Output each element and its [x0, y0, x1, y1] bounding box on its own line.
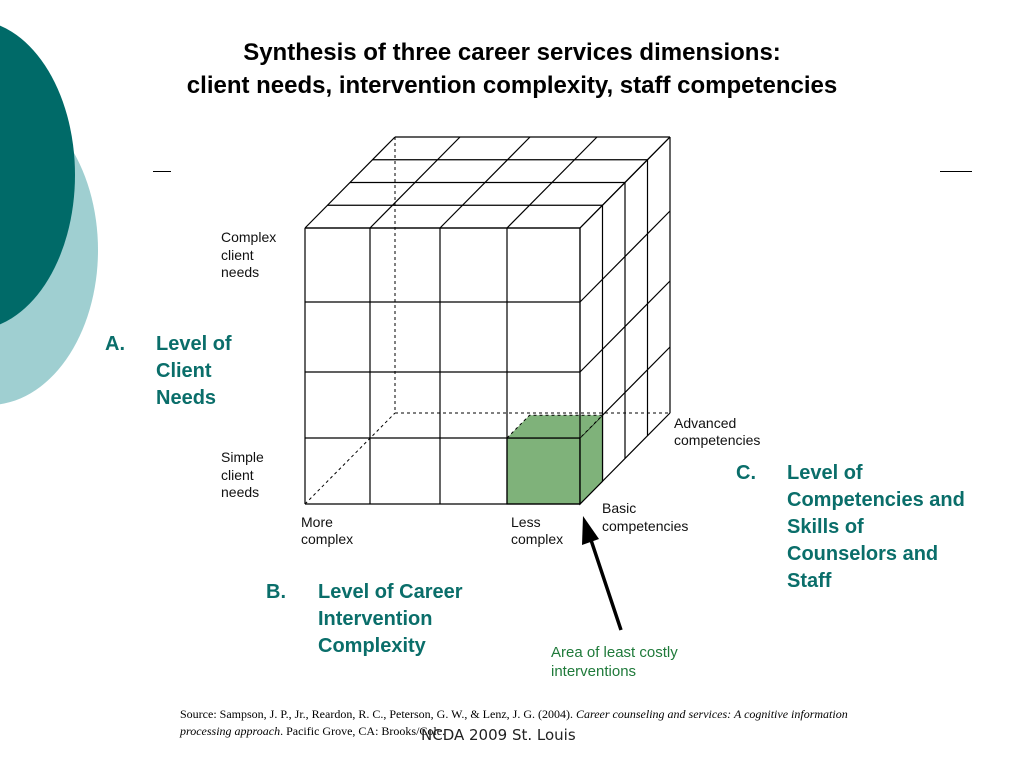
cube-line [305, 413, 395, 504]
legend-a-letter: A. [105, 333, 125, 355]
label-least-costly-interventions: Area of least costly interventions [551, 644, 678, 680]
legend-a-text: Level of Client Needs [156, 333, 232, 409]
source-prefix: Source: Sampson, J. P., Jr., Reardon, R. C., Peterson, G. W., & Lenz, J. G. (2004). [180, 707, 576, 721]
source-book-title: Career counseling and services: A cognitive information processing approach [180, 707, 848, 738]
least-costly-cell-front [507, 438, 580, 504]
label-advanced-competencies: Advanced competencies [674, 415, 761, 448]
footer-event: NCDA 2009 St. Louis [421, 726, 576, 744]
slide-title-line-1: Synthesis of three career services dimensions: [243, 39, 781, 66]
legend-b-text: Level of Career Intervention Complexity [318, 581, 463, 657]
legend-c-letter: C. [736, 462, 756, 484]
legend-c-text: Level of Competencies and Skills of Counselors and Staff [787, 462, 965, 592]
source-suffix: . Pacific Grove, CA: Brooks/Cole. [280, 724, 446, 738]
label-basic-competencies: Basic competencies [602, 500, 689, 534]
legend-b-letter: B. [266, 581, 286, 603]
slide-title-line-2: client needs, intervention complexity, staff competencies [186, 72, 838, 99]
label-simple-client-needs: Simple client needs [221, 449, 264, 500]
label-complex-client-needs: Complex client needs [221, 229, 277, 280]
label-less-complex: Less complex [511, 514, 564, 547]
cube-grid-lines [305, 137, 670, 504]
label-more-complex: More complex [301, 514, 354, 547]
